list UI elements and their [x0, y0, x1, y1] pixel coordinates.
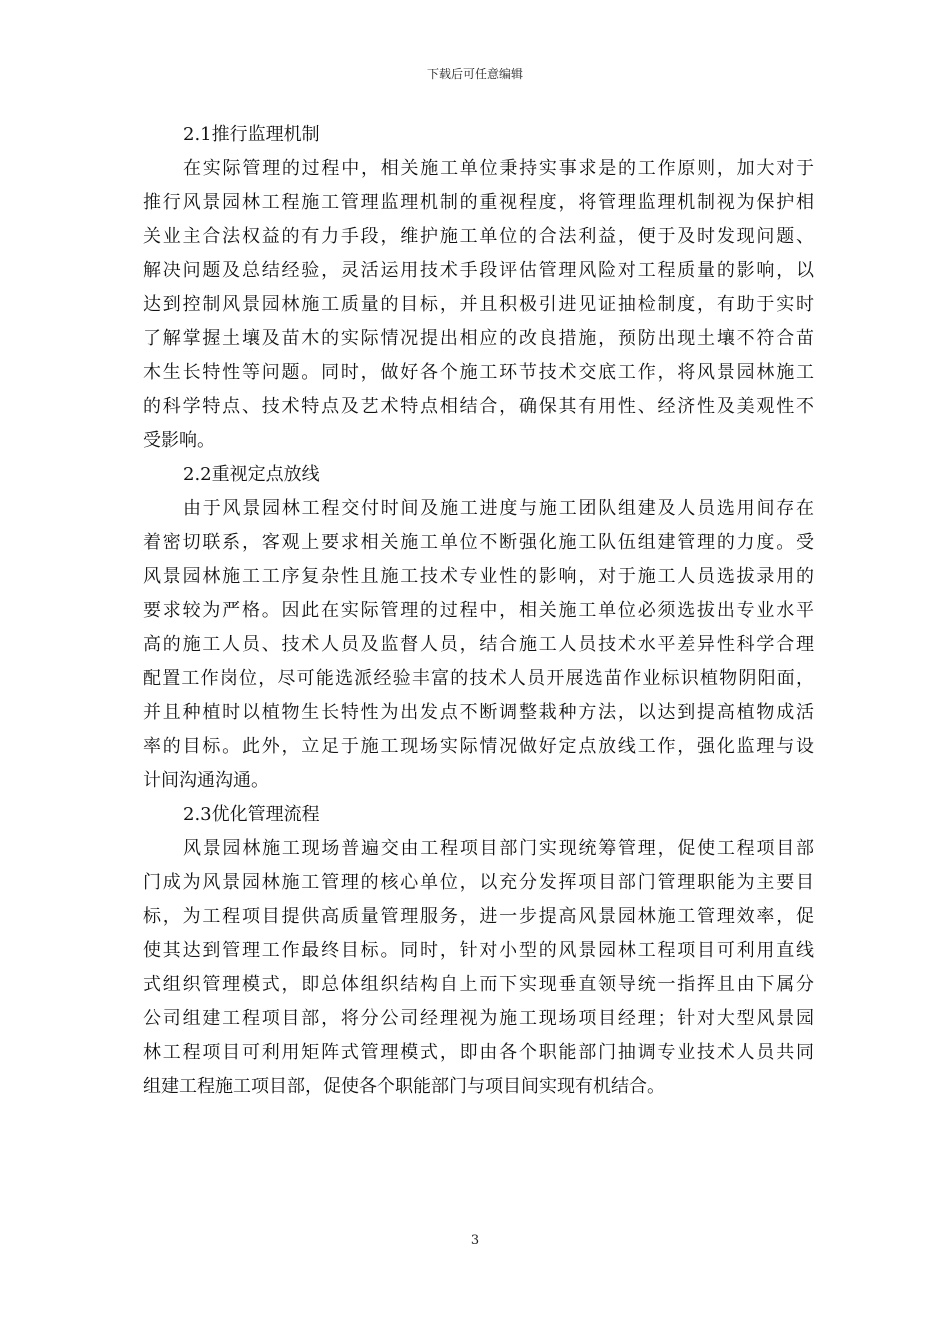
paragraph-line: 风景园林施工现场普遍交由工程项目部门实现统筹管理，促使工程项目部 — [183, 838, 814, 859]
paragraph-line: 高的施工人员、技术人员及监督人员，结合施工人员技术水平差异性科学合理 — [143, 634, 814, 655]
paragraph-line: 率的目标。此外，立足于施工现场实际情况做好定点放线工作，强化监理与设 — [143, 736, 814, 757]
paragraph — [143, 492, 814, 798]
paragraph-line: 要求较为严格。因此在实际管理的过程中，相关施工单位必须选拔出专业水平 — [143, 600, 814, 621]
paragraph-line: 公司组建工程项目部，将分公司经理视为施工现场项目经理；针对大型风景园 — [143, 1008, 814, 1029]
paragraph-line: 推行风景园林工程施工管理监理机制的重视程度，将管理监理机制视为保护相 — [143, 192, 814, 213]
paragraph-line: 门成为风景园林施工管理的核心单位，以充分发挥项目部门管理职能为主要目 — [143, 872, 814, 893]
page-number: 3 — [470, 1233, 480, 1248]
section-heading: 2.3优化管理流程 — [183, 804, 320, 825]
paragraph-line: 由于风景园林工程交付时间及施工进度与施工团队组建及人员选用间存在 — [183, 498, 814, 519]
document-body — [143, 118, 814, 1104]
paragraph-line: 林工程项目可利用矩阵式管理模式，即由各个职能部门抽调专业技术人员共同 — [143, 1042, 814, 1063]
section-heading: 2.2重视定点放线 — [183, 464, 320, 485]
paragraph-line: 组建工程施工项目部，促使各个职能部门与项目间实现有机结合。 — [143, 1076, 665, 1097]
paragraph-line: 受影响。 — [143, 430, 215, 451]
section-2-2 — [143, 458, 814, 798]
paragraph — [143, 832, 814, 1104]
paragraph-line: 式组织管理模式，即总体组织结构自上而下实现垂直领导统一指挥且由下属分 — [143, 974, 814, 995]
paragraph-line: 的科学特点、技术特点及艺术特点相结合，确保其有用性、经济性及美观性不 — [143, 396, 814, 417]
paragraph-line: 关业主合法权益的有力手段，维护施工单位的合法利益，便于及时发现问题、 — [143, 226, 814, 247]
paragraph-line: 达到控制风景园林施工质量的目标，并且积极引进见证抽检制度，有助于实时 — [143, 294, 814, 315]
paragraph-line: 着密切联系，客观上要求相关施工单位不断强化施工队伍组建管理的力度。受 — [143, 532, 814, 553]
paragraph-line: 风景园林施工工序复杂性且施工技术专业性的影响，对于施工人员选拔录用的 — [143, 566, 814, 587]
page-header: 下载后可任意编辑 — [426, 67, 523, 81]
paragraph-line: 使其达到管理工作最终目标。同时，针对小型的风景园林工程项目可利用直线 — [143, 940, 814, 961]
section-2-1 — [143, 118, 814, 458]
section-2-3 — [143, 798, 814, 1104]
paragraph-line: 在实际管理的过程中，相关施工单位秉持实事求是的工作原则，加大对于 — [183, 158, 814, 179]
paragraph-line: 了解掌握土壤及苗木的实际情况提出相应的改良措施，预防出现土壤不符合苗 — [143, 328, 814, 349]
paragraph-line: 解决问题及总结经验，灵活运用技术手段评估管理风险对工程质量的影响，以 — [143, 260, 814, 281]
paragraph-line: 并且种植时以植物生长特性为出发点不断调整栽种方法，以达到提高植物成活 — [143, 702, 814, 723]
section-heading: 2.1推行监理机制 — [183, 124, 320, 145]
paragraph-line: 计间沟通沟通。 — [143, 770, 269, 791]
paragraph-line: 配置工作岗位，尽可能选派经验丰富的技术人员开展选苗作业标识植物阴阳面， — [143, 668, 814, 689]
paragraph-line: 标，为工程项目提供高质量管理服务，进一步提高风景园林施工管理效率，促 — [143, 906, 814, 927]
paragraph-line: 木生长特性等问题。同时，做好各个施工环节技术交底工作，将风景园林施工 — [143, 362, 814, 383]
paragraph — [143, 152, 814, 458]
